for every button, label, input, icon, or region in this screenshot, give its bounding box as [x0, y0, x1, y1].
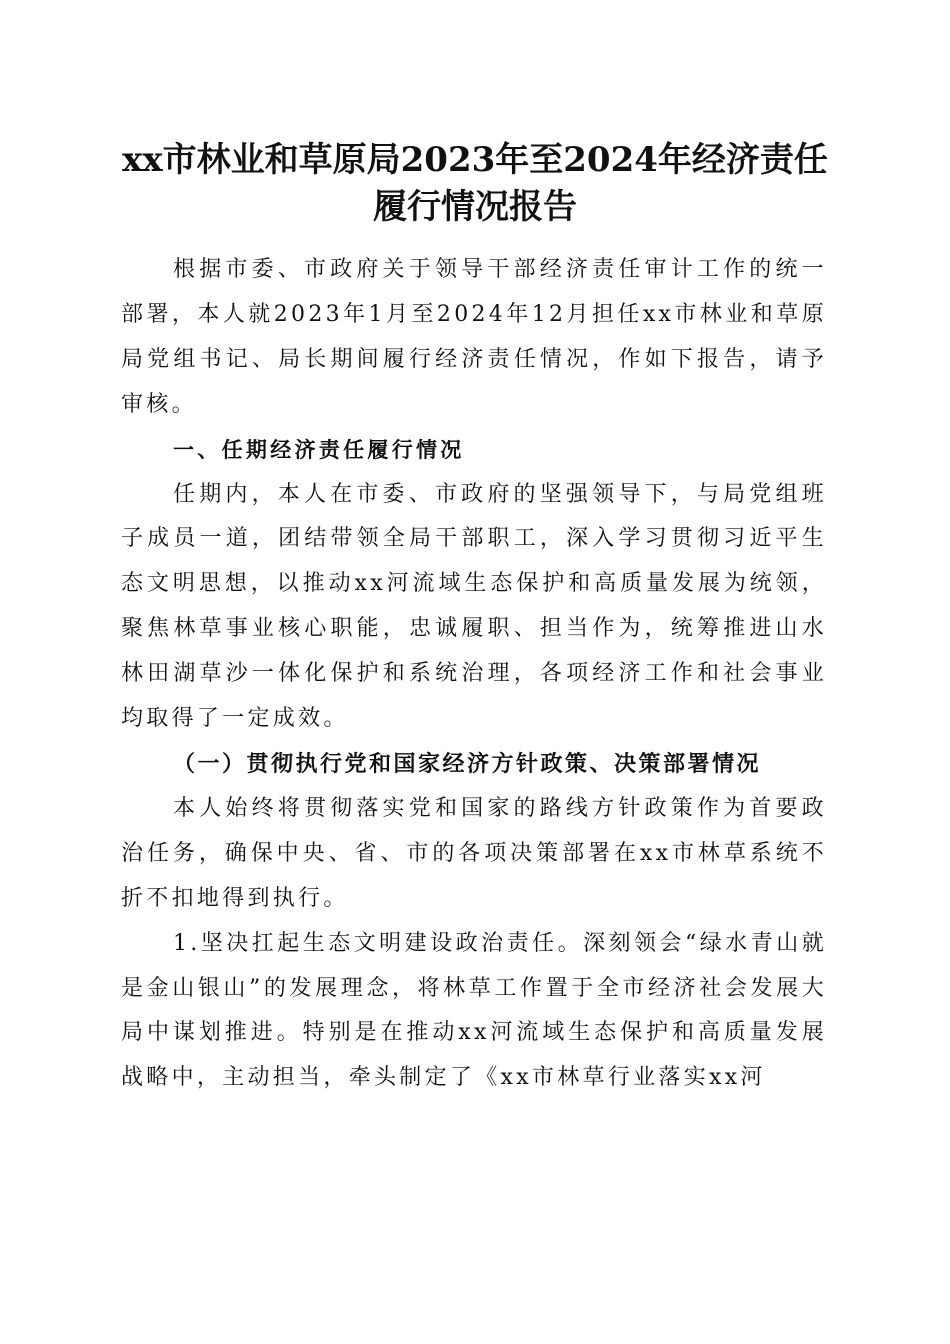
document-title-line-1: xx市林业和草原局2023年至2024年经济责任 [122, 140, 828, 180]
subsection-1-paragraph: 本人始终将贯彻落实党和国家的路线方针政策作为首要政治任务，确保中央、省、市的各项决策部署在xx市林草系统不折不扣地得到执行。 [121, 795, 827, 911]
section-1-paragraph: 任期内，本人在市委、市政府的坚强领导下，与局党组班子成员一道，团结带领全局干部职工，深入学习贯彻习近平生态文明思想，以推动xx河流域生态保护和高质量发展为统领，聚焦林草事业核心职能，忠诚履职、担当作为，统筹推进山水林田湖草沙一体化保护和系统治理，各项经济工作和社会事业均取得了一定成效。 [121, 481, 827, 732]
document-body [121, 248, 827, 1101]
intro-paragraph: 根据市委、市政府关于领导干部经济责任审计工作的统一部署，本人就2023年1月至2024年12月担任xx市林业和草原局党组书记、局长期间履行经济责任情况，作如下报告，请予审核。 [121, 257, 827, 417]
item-1-paragraph: 1.坚决扛起生态文明建设政治责任。深刻领会“绿水青山就是金山银山”的发展理念，将林草工作置于全市经济社会发展大局中谋划推进。特别是在推动xx河流域生态保护和高质量发展战略中，主动担当，牵头制定了《xx市林草行业落实xx河 [121, 930, 827, 1091]
section-heading-1: 一、任期经济责任履行情况 [173, 437, 465, 462]
document-title-line-2: 履行情况报告 [373, 187, 577, 227]
subsection-heading-1: （一）贯彻执行党和国家经济方针政策、决策部署情况 [173, 750, 762, 777]
